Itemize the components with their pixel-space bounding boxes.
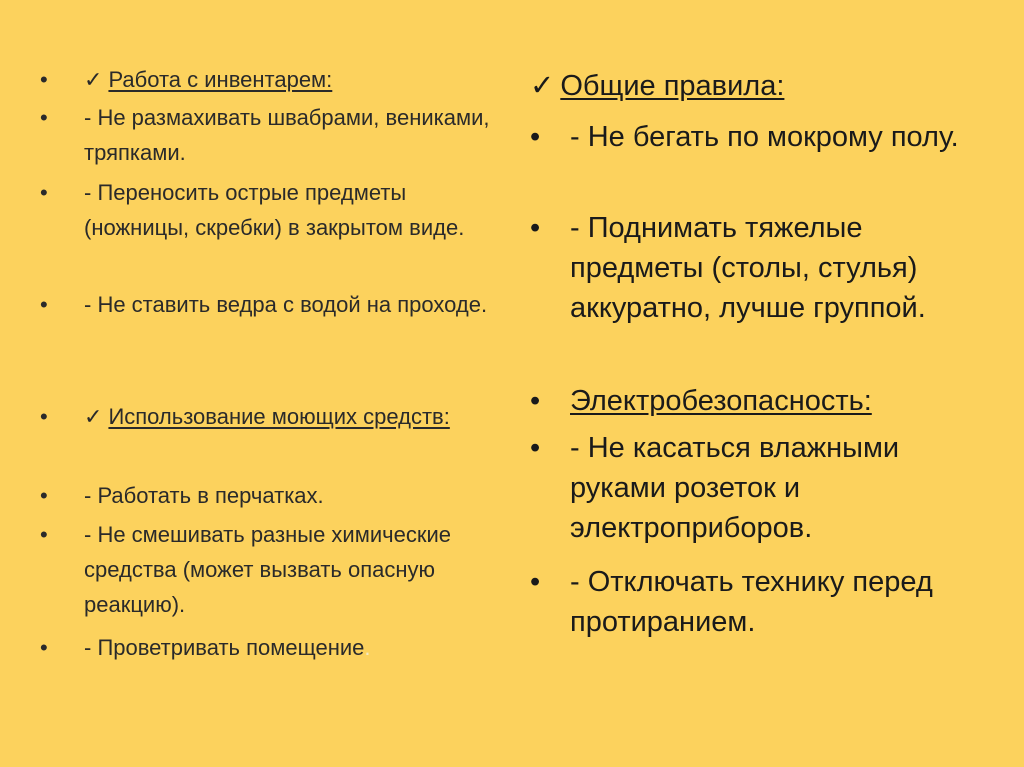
list-item <box>40 175 510 245</box>
bullet: • <box>530 385 541 417</box>
bullet: • <box>40 522 48 547</box>
section-heading: Общие правила: <box>560 70 785 102</box>
list-item <box>530 117 959 157</box>
right-section2-heading-item <box>530 381 872 421</box>
bullet: • <box>40 105 48 130</box>
list-item-text: - Проветривать помещение <box>84 635 365 660</box>
list-item <box>530 562 1000 642</box>
checkmark-icon: ✓ <box>530 70 555 102</box>
section-heading: Электробезопасность: <box>570 385 872 417</box>
bullet: • <box>530 432 541 464</box>
list-item <box>530 208 1000 328</box>
bullet: • <box>40 635 48 660</box>
list-item-text: - Не смешивать разные химические средства (может вызвать опасную реакцию). <box>84 522 451 617</box>
left-section2-heading-item <box>40 399 450 434</box>
bullet: • <box>530 566 541 598</box>
list-item <box>40 478 324 513</box>
list-item <box>40 630 371 665</box>
list-item <box>40 100 510 170</box>
left-section1-heading-item <box>40 62 332 97</box>
bullet: • <box>530 121 541 153</box>
list-item-text: - Не бегать по мокрому полу. <box>570 121 959 153</box>
bullet: • <box>530 212 541 244</box>
bullet: • <box>40 483 48 508</box>
section-heading: Работа с инвентарем: <box>108 67 333 92</box>
bullet: • <box>40 180 48 205</box>
bullet: • <box>40 67 48 92</box>
list-item-text: - Не касаться влажными руками розеток и электроприборов. <box>570 432 900 544</box>
list-item-text: - Переносить острые предметы (ножницы, скребки) в закрытом виде. <box>84 180 465 240</box>
list-item-text: - Не размахивать швабрами, вениками, тряпками. <box>84 105 490 165</box>
bullet: • <box>40 404 48 429</box>
list-item <box>40 517 510 622</box>
list-item-text: - Не ставить ведра с водой на проходе. <box>84 292 488 317</box>
list-item-period: . <box>364 635 371 660</box>
list-item-text: - Работать в перчатках. <box>84 483 324 508</box>
section-heading: Использование моющих средств: <box>108 404 450 429</box>
list-item <box>40 287 487 322</box>
list-item <box>530 428 1000 548</box>
checkmark-icon: ✓ <box>84 67 103 92</box>
checkmark-icon: ✓ <box>84 404 103 429</box>
bullet: • <box>40 292 48 317</box>
right-section1-heading-item <box>530 66 784 106</box>
list-item-text: - Поднимать тяжелые предметы (столы, стулья) аккуратно, лучше группой. <box>570 212 926 324</box>
list-item-text: - Отключать технику перед протиранием. <box>570 566 933 638</box>
